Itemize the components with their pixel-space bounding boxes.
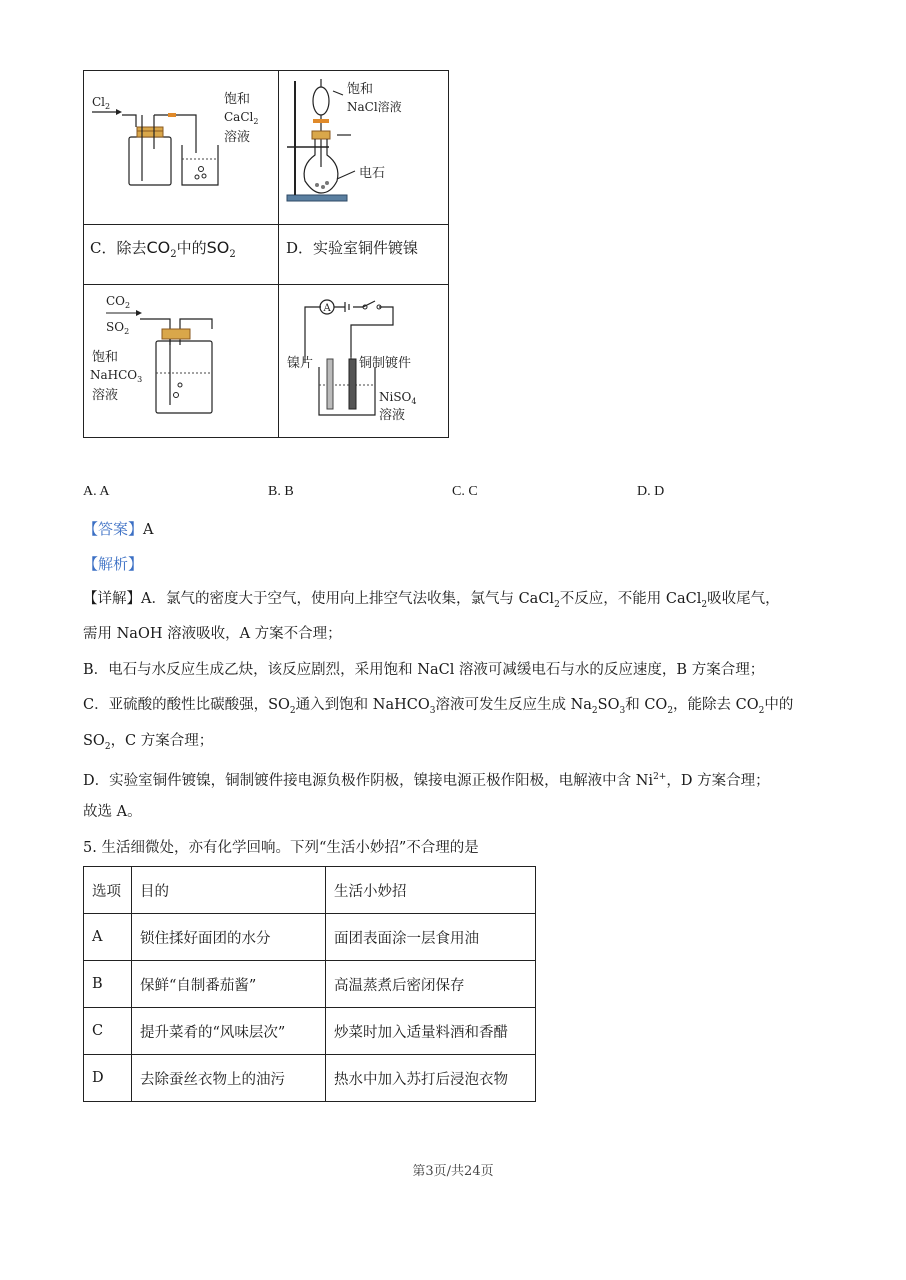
svg-text:溶液: 溶液 [224, 130, 251, 145]
table-cell: 提升菜肴的“风味层次” [132, 1008, 326, 1055]
experiment-grid [83, 70, 449, 438]
apparatus-c-diagram [84, 285, 278, 438]
apparatus-a-diagram [84, 71, 278, 224]
explanation-line: D．实验室铜件镀镍，铜制镀件接电源负极作阴极，镍接电源正极作阳极，电解液中含 $Ni^{2+}$，D 方案合理； [83, 772, 770, 789]
gas-label: $Cl_2$ [92, 95, 111, 111]
grid-divider [84, 224, 448, 225]
table-cell: 热水中加入苏打后浸泡衣物 [326, 1055, 536, 1102]
option-a: A. A [83, 484, 110, 499]
table-cell: C [84, 1008, 132, 1055]
svg-text:CO2: $CO_2$ [106, 294, 131, 310]
table-cell: 保鲜“自制番茄酱” [132, 961, 326, 1008]
explanation-line: 故选 A。 [83, 804, 142, 820]
explanation-line: 需用 NaOH 溶液吸收，A 方案不合理； [83, 626, 342, 642]
svg-text:溶液: 溶液 [92, 388, 119, 403]
svg-text:NiSO4: NiSO$_4$ [379, 390, 417, 406]
table-row [84, 1008, 536, 1055]
option-c-caption: C．除去$CO_2$中的$SO_2$ [90, 238, 236, 260]
page-footer: 第3页/共24页 [412, 1164, 494, 1179]
option-d-caption: D．实验室铜件镀镍 [286, 239, 419, 257]
svg-text:饱和: 饱和 [92, 350, 119, 365]
svg-text:电石: 电石 [359, 166, 386, 181]
table-header-cell: 目的 [132, 867, 326, 914]
explanation-line: C．亚硫酸的酸性比碳酸强，$SO_2$通入到饱和 NaHCO$_3$溶液可发生反应生成 $Na_2SO_3$和 $CO_2$，能除去 $CO_2$中的 [83, 697, 794, 716]
answer-tag: 【答案】 [83, 520, 144, 538]
table-cell: 锁住揉好面团的水分 [132, 914, 326, 961]
table-cell: 去除蚕丝衣物上的油污 [132, 1055, 326, 1102]
apparatus-d-diagram [279, 285, 449, 438]
solution-label: CaCl$_2$ [224, 110, 259, 126]
table-cell: 高温蒸煮后密闭保存 [326, 961, 536, 1008]
table-header-cell: 选项 [84, 867, 132, 914]
svg-text:溶液: 溶液 [379, 408, 406, 423]
svg-text:NaHCO3: NaHCO$_3$ [90, 368, 143, 384]
table-row [84, 1055, 536, 1102]
explanation-line: 【详解】A．氯气的密度大于空气，使用向上排空气法收集，氯气与 CaCl$_2$不反应，不能用 CaCl$_2$吸收尾气， [83, 591, 780, 610]
answer-line [83, 518, 154, 539]
svg-text:镍片: 镍片 [287, 356, 314, 371]
explanation-line: $SO_2$，C 方案合理； [83, 733, 214, 752]
option-c: C. C [452, 484, 478, 499]
table-cell: B [84, 961, 132, 1008]
svg-text:NaCl溶液: NaCl溶液 [347, 100, 402, 114]
table-row [84, 914, 536, 961]
svg-text:饱和: 饱和 [224, 92, 251, 107]
question-stem: 5. 生活细微处，亦有化学回响。下列“生活小妙招”不合理的是 [83, 840, 479, 856]
answer-value: A [143, 522, 154, 538]
table-cell: D [84, 1055, 132, 1102]
table-cell: 炒菜时加入适量料酒和香醋 [326, 1008, 536, 1055]
option-d: D. D [637, 484, 665, 499]
table-cell: 面团表面涂一层食用油 [326, 914, 536, 961]
table-header-row [84, 867, 536, 914]
table-header-cell: 生活小妙招 [326, 867, 536, 914]
svg-text:A: A [323, 303, 331, 314]
question-table [83, 866, 536, 1102]
analysis-tag: 【解析】 [83, 555, 144, 573]
table-row [84, 961, 536, 1008]
apparatus-b-diagram [279, 71, 449, 224]
svg-text:铜制镀件: 铜制镀件 [359, 356, 412, 371]
table-cell: A [84, 914, 132, 961]
svg-text:饱和: 饱和 [347, 82, 374, 97]
option-b: B. B [268, 484, 294, 499]
svg-text:SO2: $SO_2$ [106, 320, 130, 336]
explanation-line: B．电石与水反应生成乙炔，该反应剧烈，采用饱和 NaCl 溶液可减缓电石与水的反应速度，B 方案合理； [83, 662, 765, 678]
